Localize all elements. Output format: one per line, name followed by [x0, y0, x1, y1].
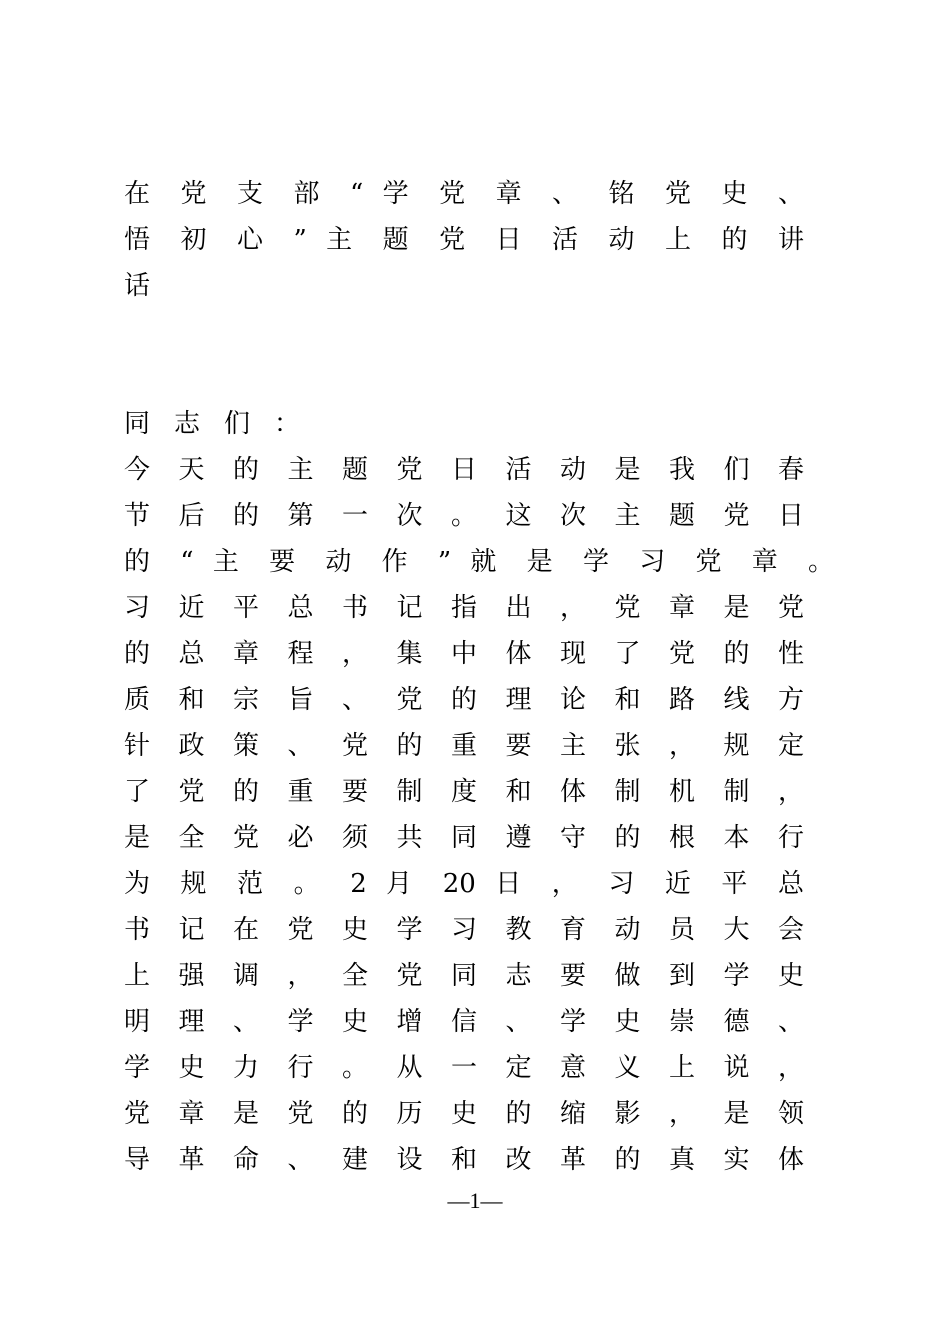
document-body	[124, 401, 834, 1183]
title-line: 悟 初 心 ” 主 题 党 日 活 动 上 的 讲	[124, 225, 804, 255]
title-line: 话	[124, 271, 175, 301]
body-line: 党 章 是 党 的 历 史 的 缩 影 ， 是 领	[124, 1099, 804, 1129]
document-title	[124, 171, 804, 309]
body-line: 习 近 平 总 书 记 指 出 ， 党 章 是 党	[124, 593, 804, 623]
body-line: 明 理 、 学 史 增 信 、 学 史 崇 德 、	[124, 1007, 804, 1037]
body-line: 的 “ 主 要 动 作 ” 就 是 学 习 党 章 。	[124, 547, 834, 577]
title-line: 在 党 支 部 “ 学 党 章 、 铭 党 史 、	[124, 179, 804, 209]
salutation: 同志们：	[124, 409, 325, 439]
body-line: 的 总 章 程 ， 集 中 体 现 了 党 的 性	[124, 639, 804, 669]
body-line: 为 规 范 。 2 月 20 日 ， 习 近 平 总	[124, 869, 804, 899]
body-line: 书 记 在 党 史 学 习 教 育 动 员 大 会	[124, 915, 804, 945]
body-line: 质 和 宗 旨 、 党 的 理 论 和 路 线 方	[124, 685, 804, 715]
body-line: 今 天 的 主 题 党 日 活 动 是 我 们 春	[124, 455, 804, 485]
body-line: 了 党 的 重 要 制 度 和 体 制 机 制 ，	[124, 777, 804, 807]
body-line: 针 政 策 、 党 的 重 要 主 张 ， 规 定	[124, 731, 804, 761]
body-line: 节 后 的 第 一 次 。 这 次 主 题 党 日	[124, 501, 804, 531]
page-number: —1—	[447, 1188, 503, 1213]
body-line: 学 史 力 行 。 从 一 定 意 义 上 说 ，	[124, 1053, 804, 1083]
body-line: 是 全 党 必 须 共 同 遵 守 的 根 本 行	[124, 823, 804, 853]
body-line: 导 革 命 、 建 设 和 改 革 的 真 实 体	[124, 1145, 804, 1175]
body-line: 上 强 调 ， 全 党 同 志 要 做 到 学 史	[124, 961, 804, 991]
